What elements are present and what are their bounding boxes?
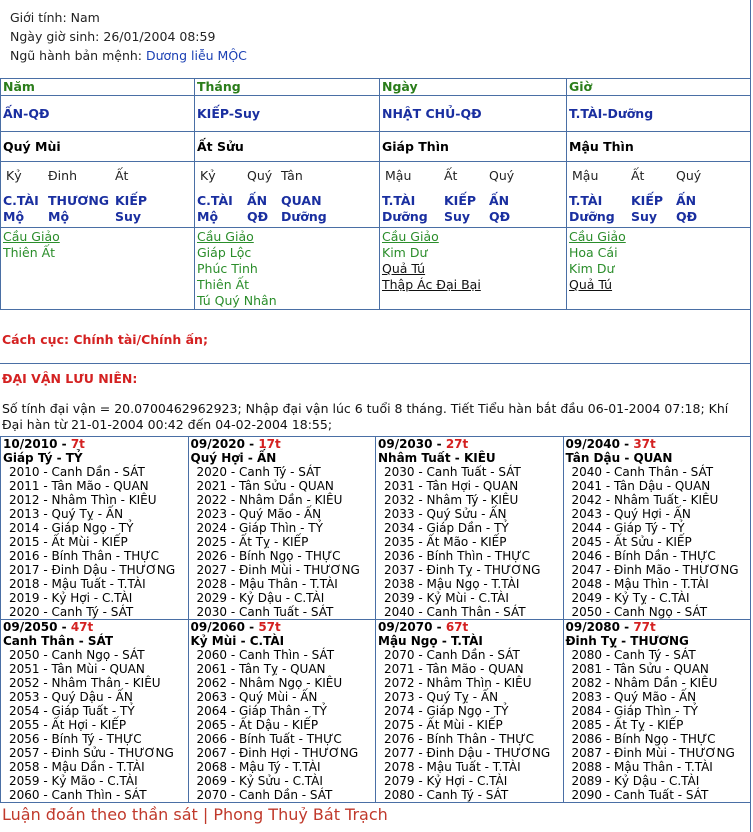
luck-year: 2055 - Ất Hợi - KIẾP (9, 718, 127, 732)
luck-year: 2089 - Kỷ Dậu - C.TÀI (571, 774, 700, 788)
star-item: Thiên Ất (197, 277, 250, 292)
luck-cycle-header: 10/2010 - 7t (3, 437, 85, 451)
luck-year: 2015 - Ất Mùi - KIẾP (9, 535, 128, 549)
luck-pillar: Canh Thân - SÁT (3, 634, 114, 648)
luck-cycle (563, 437, 751, 620)
pillar-god-row (1, 96, 751, 132)
luck-year: 2017 - Đinh Dậu - THƯƠNG (9, 563, 176, 577)
hidden-stems: Kỷ Đinh Ất C.TÀI Mộ THƯƠNG Mộ KIẾP Suy (3, 168, 148, 224)
luck-year: 2075 - Ất Mùi - KIẾP (384, 718, 503, 732)
phong-thuy-link[interactable]: Phong Thuỷ Bát Trạch (213, 805, 388, 824)
four-pillars-table (0, 78, 751, 310)
hidden-stems: Mậu Ất Quý T.TÀI Dưỡng KIẾP Suy ẤN QĐ (569, 168, 702, 224)
luck-year: 2025 - Ất Tỵ - KIẾP (196, 535, 309, 549)
luck-age: 77t (633, 620, 656, 634)
luck-cycle-header: 09/2080 - 77t (565, 620, 656, 634)
luck-year: 2020 - Canh Tý - SÁT (9, 605, 134, 619)
luck-year: 2010 - Canh Dần - SÁT (9, 465, 145, 479)
luck-year: 2030 - Canh Tuất - SÁT (384, 465, 521, 479)
luck-year: 2054 - Giáp Tuất - TỶ (9, 704, 135, 718)
luck-cycle-header: 09/2040 - 37t (565, 437, 656, 451)
luck-age: 57t (258, 620, 281, 634)
pillar-god: T.TÀI-Dưỡng (569, 106, 654, 121)
luck-year: 2053 - Quý Dậu - ẤN (9, 690, 133, 704)
luck-year: 2013 - Quý Tỵ - ẤN (9, 507, 124, 521)
luck-year: 2021 - Tân Sửu - QUAN (196, 479, 334, 493)
luck-pillar: Quý Hợi - ẤN (190, 451, 277, 465)
pillar-header-hour: Giờ (569, 79, 593, 94)
luck-cycle-header: 09/2030 - 27t (378, 437, 469, 451)
luck-year: 2067 - Đinh Hợi - THƯƠNG (196, 746, 359, 760)
luck-year: 2074 - Giáp Ngọ - TỶ (384, 704, 509, 718)
luck-year: 2065 - Ất Dậu - KIẾP (196, 718, 319, 732)
luck-year: 2088 - Mậu Thân - T.TÀI (571, 760, 713, 774)
luck-year: 2011 - Tân Mão - QUAN (9, 479, 149, 493)
pillar-header-day: Ngày (382, 79, 418, 94)
luck-year: 2012 - Nhâm Thìn - KIÊU (9, 493, 157, 507)
than-sat-link[interactable]: Luận đoán theo thần sát (2, 805, 198, 824)
pillar-header-row (1, 79, 751, 96)
luck-pillar: Nhâm Tuất - KIÊU (378, 451, 496, 465)
luck-cycle-header: 09/2070 - 67t (378, 620, 469, 634)
luck-year: 2057 - Đinh Sửu - THƯƠNG (9, 746, 174, 760)
luck-year: 2083 - Quý Mão - ẤN (571, 690, 697, 704)
stem-branch: Giáp Thìn (382, 139, 449, 154)
luck-year: 2022 - Nhâm Dần - KIÊU (196, 493, 343, 507)
luck-row (1, 620, 751, 803)
luck-cycle (376, 437, 564, 620)
luck-age: 7t (70, 437, 85, 451)
star-item: Kim Dư (382, 245, 428, 260)
luck-year: 2040 - Canh Thân - SÁT (384, 605, 526, 619)
luck-year: 2031 - Tân Hợi - QUAN (384, 479, 519, 493)
hidden-stems: Mậu Ất Quý T.TÀI Dưỡng KIẾP Suy ẤN QĐ (382, 168, 515, 224)
luck-year: 2037 - Đinh Tỵ - THƯƠNG (384, 563, 541, 577)
luck-year: 2080 - Canh Tý - SÁT (384, 788, 509, 802)
luck-cycle (376, 620, 564, 803)
luck-year: 2050 - Canh Ngọ - SÁT (9, 648, 145, 662)
stem-branch: Ất Sửu (197, 139, 244, 154)
luck-year: 2018 - Mậu Tuất - T.TÀI (9, 577, 146, 591)
luck-year: 2056 - Bính Tý - THỰC (9, 732, 142, 746)
luck-age: 37t (633, 437, 656, 451)
luck-year: 2034 - Giáp Dần - TỶ (384, 521, 509, 535)
cach-cuc: Cách cục: Chính tài/Chính ấn; (2, 332, 208, 347)
luck-year: 2016 - Bính Thân - THỰC (9, 549, 159, 563)
star-item[interactable]: Cầu Giảo (3, 229, 60, 244)
birth-value: 26/01/2004 08:59 (103, 29, 216, 44)
stars-list (569, 228, 748, 293)
pillar-god: ẤN-QĐ (3, 106, 50, 121)
luck-year: 2076 - Bính Thân - THỰC (384, 732, 534, 746)
luck-year: 2061 - Tân Tỵ - QUAN (196, 662, 326, 676)
luck-year: 2024 - Giáp Thìn - TỶ (196, 521, 323, 535)
pillar-header-month: Tháng (197, 79, 241, 94)
luck-pillar: Đinh Tỵ - THƯƠNG (565, 634, 689, 648)
luck-cycle (1, 620, 189, 803)
luck-year: 2084 - Giáp Thìn - TỶ (571, 704, 698, 718)
star-item[interactable]: Quả Tú (382, 261, 426, 276)
luck-year: 2085 - Ất Tỵ - KIẾP (571, 718, 684, 732)
luck-cycle-header: 09/2020 - 17t (190, 437, 281, 451)
luck-year: 2090 - Canh Tuất - SÁT (571, 788, 709, 802)
luck-year: 2087 - Đinh Mùi - THƯƠNG (571, 746, 735, 760)
luck-year: 2050 - Canh Ngọ - SÁT (571, 605, 708, 619)
luck-year: 2048 - Mậu Thìn - T.TÀI (571, 577, 709, 591)
luck-cycle (1, 437, 189, 620)
luck-year: 2086 - Bính Ngọ - THỰC (571, 732, 716, 746)
pillar-stem-row (1, 132, 751, 162)
birth-line: Ngày giờ sinh: 26/01/2004 08:59 (10, 29, 216, 44)
luck-year: 2019 - Kỷ Hợi - C.TÀI (9, 591, 133, 605)
luck-year: 2032 - Nhâm Tý - KIÊU (384, 493, 519, 507)
luck-year: 2079 - Kỷ Hợi - C.TÀI (384, 774, 508, 788)
star-item[interactable]: Cầu Giảo (197, 229, 254, 244)
pillar-god: KIẾP-Suy (197, 106, 261, 121)
luck-year: 2023 - Quý Mão - ẤN (196, 507, 322, 521)
luck-year: 2078 - Mậu Tuất - T.TÀI (384, 760, 521, 774)
luck-age: 47t (70, 620, 94, 634)
stem-branch: Mậu Thìn (569, 139, 634, 154)
luck-year: 2073 - Quý Tỵ - ẤN (384, 690, 499, 704)
luck-year: 2060 - Canh Thìn - SÁT (9, 788, 147, 802)
luck-year: 2062 - Nhâm Ngọ - KIÊU (196, 676, 343, 690)
luck-year: 2082 - Nhâm Dần - KIÊU (571, 676, 718, 690)
luck-year: 2059 - Kỷ Mão - C.TÀI (9, 774, 138, 788)
pillar-header-year: Năm (3, 79, 35, 94)
luck-year: 2063 - Quý Mùi - ẤN (196, 690, 318, 704)
hidden-stems: Kỷ Quý Tân C.TÀI Mộ ẤN QĐ QUAN Dưỡng (197, 168, 327, 224)
divider (0, 363, 751, 364)
luck-year: 2039 - Kỷ Mùi - C.TÀI (384, 591, 509, 605)
luck-year: 2043 - Quý Hợi - ẤN (571, 507, 691, 521)
luck-year: 2047 - Đinh Mão - THƯƠNG (571, 563, 739, 577)
pillar-god: NHẬT CHỦ-QĐ (382, 106, 482, 121)
luck-year: 2036 - Bính Thìn - THỰC (384, 549, 530, 563)
luck-year: 2058 - Mậu Dần - T.TÀI (9, 760, 145, 774)
luck-cycle (563, 620, 751, 803)
luck-year: 2041 - Tân Dậu - QUAN (571, 479, 711, 493)
luck-year: 2033 - Quý Sửu - ẤN (384, 507, 507, 521)
luck-pillar: Mậu Ngọ - T.TÀI (378, 634, 483, 648)
luck-year: 2026 - Bính Ngọ - THỰC (196, 549, 341, 563)
luck-year: 2060 - Canh Thìn - SÁT (196, 648, 335, 662)
luck-year: 2080 - Canh Tý - SÁT (571, 648, 696, 662)
luck-pillar: Kỷ Mùi - C.TÀI (190, 634, 285, 648)
footer-links: Luận đoán theo thần sát | Phong Thuỷ Bát Trạch (2, 805, 388, 824)
luck-year: 2077 - Đinh Dậu - THƯƠNG (384, 746, 551, 760)
element-value: Dương liễu MỘC (145, 48, 247, 63)
luck-year: 2040 - Canh Thân - SÁT (571, 465, 714, 479)
luck-age: 17t (258, 437, 281, 451)
luck-year: 2042 - Nhâm Tuất - KIÊU (571, 493, 719, 507)
dai-van-calculation: Số tính đại vận = 20.0700462962923; Nhập đại vận lúc 6 tuổi 8 tháng. Tiết Tiểu hàn bắt đầu 06-01-2004 07:18; Khí Đại hàn từ 21-01-2004 00:42 đến 04-02-2004 18:55; (2, 401, 729, 432)
dai-van-title: ĐẠI VẬN LƯU NIÊN: (2, 371, 138, 386)
gender-line: Giới tính: Nam (10, 10, 100, 25)
luck-year: 2072 - Nhâm Thìn - KIÊU (384, 676, 532, 690)
stem-branch: Quý Mùi (3, 139, 61, 154)
luck-year: 2045 - Ất Sửu - KIẾP (571, 535, 692, 549)
luck-age: 67t (445, 620, 469, 634)
luck-year: 2038 - Mậu Ngọ - T.TÀI (384, 577, 520, 591)
star-item: Giáp Lộc (197, 245, 252, 260)
star-item[interactable]: Quả Tú (569, 277, 613, 292)
stars-row (1, 228, 751, 310)
luck-year: 2070 - Canh Dần - SÁT (384, 648, 520, 662)
luck-cycle (188, 437, 376, 620)
luck-cycle (188, 620, 376, 803)
star-item[interactable]: Cầu Giảo (569, 229, 626, 244)
element-line: Ngũ hành bản mệnh: Dương liễu MỘC (10, 48, 247, 63)
luck-year: 2027 - Đinh Mùi - THƯƠNG (196, 563, 360, 577)
luck-age: 27t (445, 437, 469, 451)
luck-year: 2066 - Bính Tuất - THỰC (196, 732, 342, 746)
luck-cycle-header: 09/2050 - 47t (3, 620, 94, 634)
luck-year: 2049 - Kỷ Tỵ - C.TÀI (571, 591, 690, 605)
star-item: Hoa Cái (569, 245, 618, 260)
luck-cycles-table (0, 436, 751, 803)
star-item[interactable]: Thập Ác Đại Bại (382, 277, 481, 292)
luck-year: 2020 - Canh Tý - SÁT (196, 465, 321, 479)
luck-year: 2064 - Giáp Thân - TỶ (196, 704, 327, 718)
luck-year: 2070 - Canh Dần - SÁT (196, 788, 333, 802)
luck-pillar: Tân Dậu - QUAN (565, 451, 673, 465)
luck-year: 2052 - Nhâm Thân - KIÊU (9, 676, 161, 690)
star-item: Kim Dư (569, 261, 615, 276)
star-item: Phúc Tinh (197, 261, 258, 276)
star-item[interactable]: Cầu Giảo (382, 229, 439, 244)
hidden-stems-row (1, 162, 751, 228)
luck-year: 2014 - Giáp Ngọ - TỶ (9, 521, 134, 535)
gender-value: Nam (70, 10, 100, 25)
luck-year: 2071 - Tân Mão - QUAN (384, 662, 524, 676)
luck-pillar: Giáp Tý - TỶ (3, 451, 83, 465)
luck-year: 2046 - Bính Dần - THỰC (571, 549, 716, 563)
luck-year: 2081 - Tân Sửu - QUAN (571, 662, 709, 676)
luck-year: 2069 - Kỷ Sửu - C.TÀI (196, 774, 323, 788)
luck-year: 2044 - Giáp Tý - TỶ (571, 521, 685, 535)
birth-info (0, 0, 750, 65)
luck-year: 2028 - Mậu Thân - T.TÀI (196, 577, 338, 591)
star-item: Thiên Ất (3, 245, 56, 260)
luck-cycle-header: 09/2060 - 57t (190, 620, 281, 634)
luck-row (1, 437, 751, 620)
luck-year: 2029 - Kỷ Dậu - C.TÀI (196, 591, 325, 605)
stars-list (382, 228, 564, 293)
stars-list (197, 228, 377, 309)
luck-year: 2051 - Tân Mùi - QUAN (9, 662, 145, 676)
star-item: Tú Quý Nhân (197, 293, 277, 308)
stars-list (3, 228, 192, 261)
luck-year: 2035 - Ất Mão - KIẾP (384, 535, 507, 549)
luck-year: 2030 - Canh Tuất - SÁT (196, 605, 334, 619)
luck-year: 2068 - Mậu Tý - T.TÀI (196, 760, 321, 774)
